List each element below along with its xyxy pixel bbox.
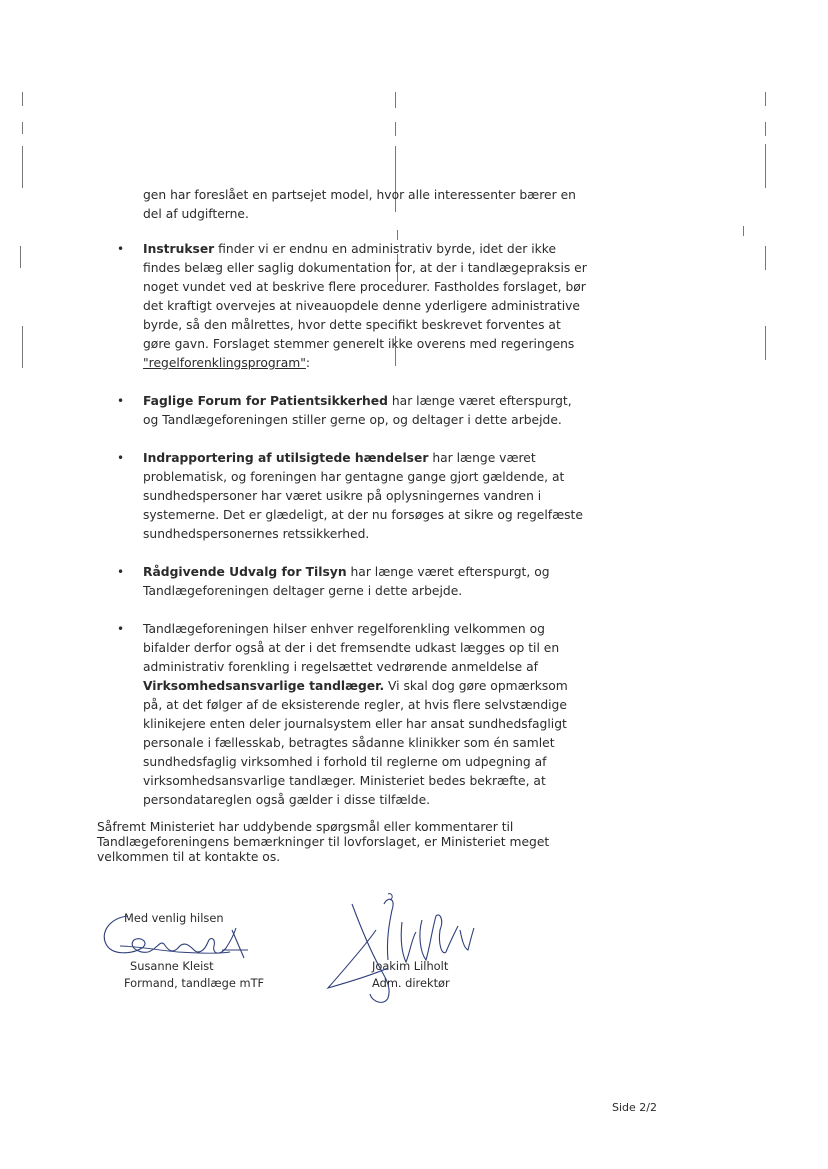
bullet-item-indrapportering (117, 449, 587, 544)
scan-mark (765, 246, 766, 270)
scan-mark (765, 122, 766, 136)
scan-mark (395, 122, 396, 136)
bullet-item-instrukser (117, 240, 587, 373)
bullet-bold-mid: Virksomhedsansvarlige tandlæger. (143, 679, 385, 693)
bullet-icon: • (117, 451, 125, 465)
bullet-icon: • (117, 242, 125, 256)
bullet-list (117, 240, 587, 810)
scan-mark (765, 326, 766, 360)
bullet-item-regelforenkling (117, 620, 587, 810)
handwritten-signature-left (98, 910, 258, 980)
scan-mark (765, 144, 766, 188)
scan-mark (22, 146, 23, 188)
intro-paragraph: gen har foreslået en partsejet model, hvor alle interessenter bærer en del af udgifterne. (143, 188, 576, 221)
bullet-item-raadgivende-udvalg (117, 563, 587, 601)
signatory-right-name: Joakim Lilholt (372, 959, 449, 973)
scan-mark (397, 230, 398, 240)
page-number: Side 2/2 (612, 1101, 657, 1114)
scan-mark (765, 92, 766, 106)
signatory-left-title: Formand, tandlæge mTF (124, 976, 265, 990)
bullet-text: Tandlægeforeningen hilser enhver regelforenkling velkommen og bifalder derfor også at der i det fremsendte udkast lægges op til en administrativ forenkling i regelsættet vedrørende anmeldelse af (143, 622, 560, 674)
signatory-left-name: Susanne Kleist (130, 959, 214, 973)
scan-mark (395, 92, 396, 108)
bullet-icon: • (117, 622, 125, 636)
bullet-icon: • (117, 565, 125, 579)
bullet-lead: Instrukser (143, 242, 215, 256)
bullet-item-faglige-forum (117, 392, 587, 430)
bullet-lead: Indrapportering af utilsigtede hændelser (143, 451, 429, 465)
handwritten-signature-right (322, 890, 482, 1010)
bullet-lead: Faglige Forum for Patientsikkerhed (143, 394, 388, 408)
bullet-text: finder vi er endnu en administrativ byrde, idet der ikke findes belæg eller saglig dokumentation for, at der i tandlægepraksis er noget vundet ved at beskrive flere procedurer. Fastholdes forslaget, bør det kraftigt overvejes at niveauopdele denne yderligere administrative byrde, så den målrettes, hvor dette specifikt beskrevet forventes at gøre gavn. Forslaget stemmer generelt ikke overens med regeringens (143, 242, 587, 351)
bullet-icon: • (117, 394, 125, 408)
scan-mark (22, 122, 23, 134)
scan-mark (20, 246, 21, 268)
bullet-text-after: : (305, 356, 311, 370)
regelforenklingsprogram-link[interactable]: "regelforenklingsprogram" (143, 356, 306, 370)
bullet-text-after: Vi skal dog gøre opmærksom på, at det følger af de eksisterende regler, at hvis flere selvstændige klinikejere enten deler journalsystem eller har ansat sundhedsfagligt personale i fællesskab, betragtes sådanne klinikker som én samlet sundhedsfaglig virksomhed i forhold til reglerne om udpegning af virksomhedsansvarlige tandlæger. Ministeriet bedes bekræfte, at persondatareglen også gælder i disse tilfælde. (143, 679, 568, 807)
greeting: Med venlig hilsen (124, 911, 224, 925)
closing-paragraph: Såfremt Ministeriet har uddybende spørgsmål eller kommentarer til Tandlægeforeningens bemærkninger til lovforslaget, er Ministeriet meget velkommen til at kontakte os. (97, 820, 550, 864)
signatory-right-title: Adm. direktør (372, 976, 450, 990)
scan-mark (22, 326, 23, 368)
bullet-text: har længe været efterspurgt, og Tandlægeforeningen stiller gerne op, og deltager i dette arbejde. (143, 394, 572, 427)
bullet-lead: Rådgivende Udvalg for Tilsyn (143, 565, 347, 579)
bullet-text: har længe været problematisk, og foreningen har gentagne gange gjort gældende, at sundhedspersoner har været usikre på oplysningernes vandren i systemerne. Det er glædeligt, at der nu forsøges at sikre og regelfæste sundhedspersonernes retssikkerhed. (143, 451, 583, 541)
bullet-text: har længe været efterspurgt, og Tandlægeforeningen deltager gerne i dette arbejde. (143, 565, 550, 598)
scan-mark (743, 226, 744, 236)
scan-mark (22, 92, 23, 106)
